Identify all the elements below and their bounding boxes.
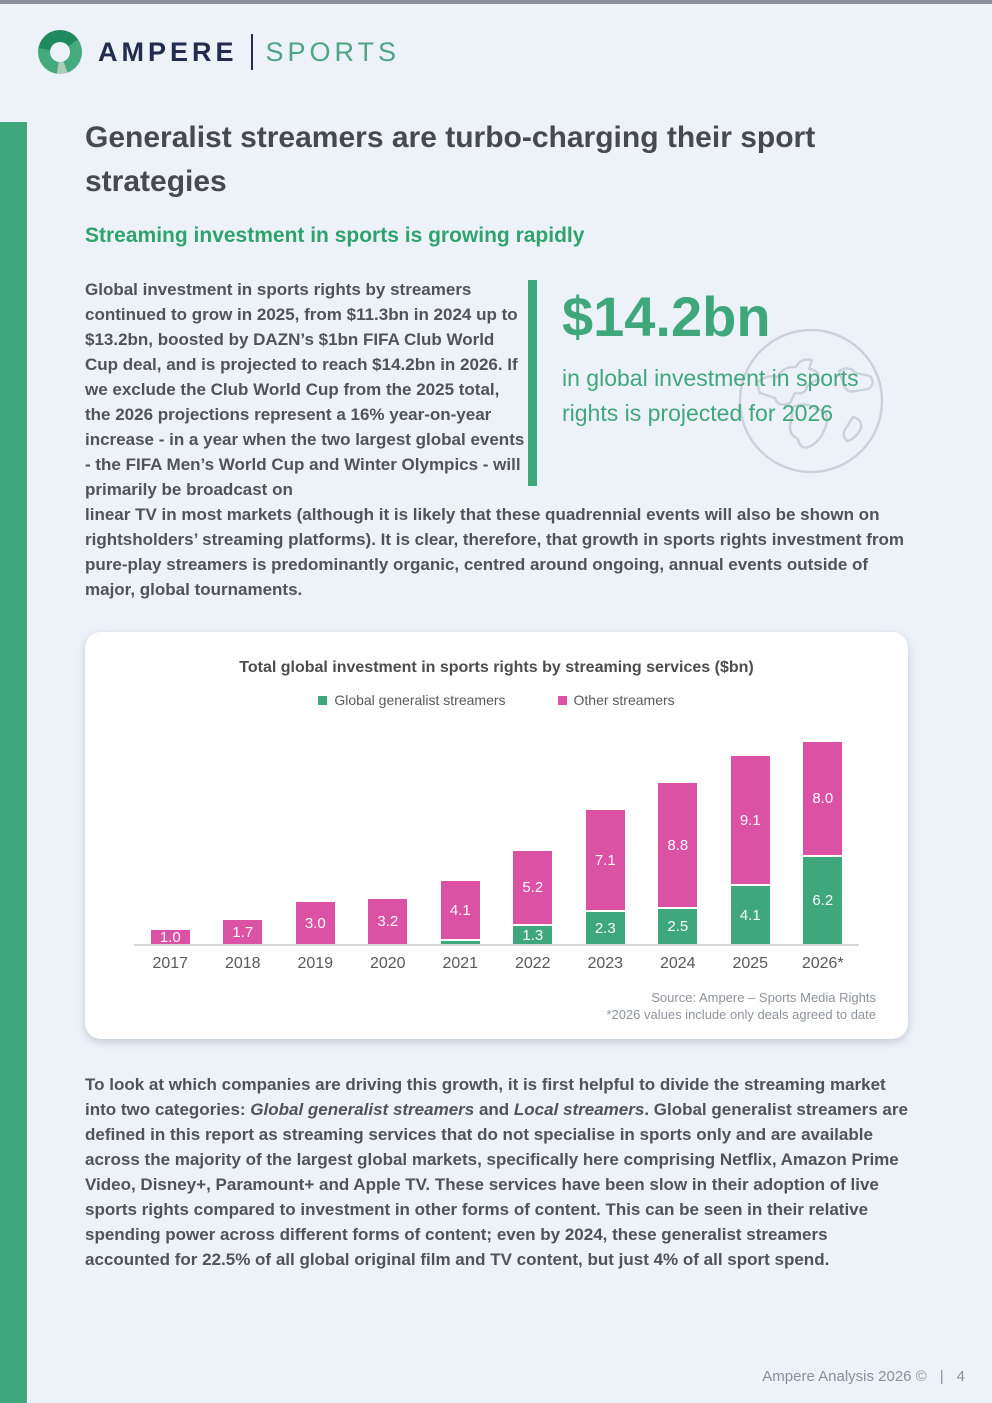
bar-segment — [731, 886, 770, 944]
closing-text-3: . Global generalist streamers are defined in this report as streaming services that do not specialise in sports only and are available across the majority of the largest global markets, specifically here comprising Netflix, Amazon Prime Video, Disney+, Paramount+ and Apple TV. These services have been slow in their adoption of live sports rights compared to investment in other forms of content. This can be seen in their relative spending power across different forms of content; even by 2024, these generalist streamers accounted for 22.5% of all global original film and TV content, but just 4% of all sport spend. — [85, 1100, 908, 1269]
left-accent-bar — [0, 122, 27, 1403]
bar-segment — [803, 857, 842, 944]
footer-page-number: 4 — [956, 1368, 965, 1385]
chart-source — [85, 989, 876, 1023]
x-axis-label: 2025 — [732, 955, 769, 972]
x-axis-label: 2019 — [297, 955, 334, 972]
intro-paragraph-continued: linear TV in most markets (although it is likely that these quadrennial events will also be shown on rightsholders’ streaming platforms). It is clear, therefore, that growth in sports rights investment from pure-play streamers is predominantly organic, centred around ongoing, annual events outside of major, global tournaments. — [85, 505, 904, 599]
x-axis-label: 2018 — [224, 955, 261, 972]
chart-title: Total global investment in sports rights by streaming services ($bn) — [239, 659, 754, 676]
bar-segment — [513, 851, 552, 924]
chart-source-line1: Source: Ampere – Sports Media Rights — [651, 990, 876, 1005]
closing-text-2: and — [474, 1100, 514, 1119]
bar-segment — [441, 941, 480, 944]
brand-divider — [251, 34, 253, 70]
x-axis-label: 2021 — [442, 955, 479, 972]
brand-name: AMPERE — [98, 36, 238, 67]
page-footer — [762, 1368, 965, 1385]
bar-value-label: 8.8 — [667, 836, 689, 854]
brand-lockup — [98, 34, 400, 70]
x-axis-label: 2022 — [514, 955, 551, 972]
bar-segment — [658, 783, 697, 907]
bar-column — [642, 783, 715, 944]
closing-text-1: To look at which companies are driving this growth, it is first helpful to divide the streaming market into two categories: — [85, 1075, 886, 1119]
bar-value-label: 1.3 — [522, 926, 544, 944]
bar-segment — [586, 810, 625, 910]
bar-column — [569, 810, 642, 944]
closing-paragraph — [85, 1072, 908, 1272]
chart-card — [85, 632, 908, 1039]
bar-segment — [513, 926, 552, 944]
bar-segment — [296, 902, 335, 944]
stat-callout — [537, 277, 908, 502]
legend-marker-green — [318, 696, 327, 705]
footer-credit: Ampere Analysis 2026 © — [762, 1368, 927, 1385]
bar-segment — [368, 899, 407, 944]
bar-value-label: 2.3 — [594, 919, 616, 937]
bar-value-label: 1.0 — [159, 928, 181, 946]
legend-label: Global generalist streamers — [334, 692, 506, 708]
x-axis-label: 2023 — [587, 955, 624, 972]
page-content — [85, 116, 908, 1272]
x-axis-label: 2024 — [659, 955, 696, 972]
bar-column — [207, 920, 280, 944]
x-axis-label: 2026* — [801, 955, 844, 972]
stat-description: in global investment in sports rights is projected for 2026 — [562, 365, 859, 426]
bar-value-label: 5.2 — [522, 879, 544, 896]
chart-plot — [134, 712, 859, 973]
page-header — [0, 4, 992, 74]
bar-segment — [658, 909, 697, 944]
bar-column — [352, 899, 425, 944]
bar-value-label: 6.2 — [812, 892, 834, 909]
bar-segment — [441, 881, 480, 939]
x-axis-label: 2020 — [369, 955, 406, 972]
stat-accent-divider — [528, 280, 537, 486]
chart-source-line2: *2026 values include only deals agreed to date — [606, 1007, 876, 1022]
closing-italic-1: Global generalist streamers — [250, 1100, 475, 1119]
chart-legend — [85, 692, 908, 708]
bar-value-label: 1.7 — [232, 923, 254, 941]
bar-column — [787, 742, 860, 944]
footer-separator: | — [939, 1368, 944, 1385]
bar-column — [714, 756, 787, 944]
legend-marker-pink — [558, 696, 567, 705]
bar-column — [134, 930, 207, 944]
chart-bars — [134, 712, 859, 946]
bar-value-label: 8.0 — [812, 790, 834, 807]
bar-column — [424, 881, 497, 944]
legend-item-generalist — [318, 692, 505, 708]
page-title: Generalist streamers are turbo-charging their sport strategies — [85, 121, 816, 198]
bar-value-label: 4.1 — [739, 906, 761, 924]
bar-value-label: 2.5 — [667, 918, 689, 935]
bar-segment — [731, 756, 770, 884]
bar-value-label: 3.0 — [304, 914, 326, 932]
bar-column — [497, 851, 570, 944]
intro-paragraph-left: Global investment in sports rights by streamers continued to grow in 2025, from $11.3bn in 2024 up to $13.2bn, boosted by DAZN’s $1bn FIFA Club World Cup deal, and is projected to reach $14.2bn in 2026. If we exclude the Club World Cup from the 2025 total, the 2026 projections represent a 16% year-on-year increase - in a year when the two largest global events - the FIFA Men’s World Cup and Winter Olympics - will primarily be broadcast on — [85, 280, 525, 499]
section-subtitle: Streaming investment in sports is growing rapidly — [85, 224, 585, 247]
brand-sub-name: SPORTS — [265, 36, 401, 67]
bar-value-label: 9.1 — [739, 811, 761, 829]
bar-segment — [803, 742, 842, 855]
bar-value-label: 3.2 — [377, 913, 399, 930]
bar-segment — [151, 930, 190, 944]
legend-item-other — [558, 692, 675, 708]
bar-value-label: 7.1 — [594, 851, 616, 869]
bar-segment — [586, 912, 625, 944]
bar-value-label: 4.1 — [449, 901, 471, 919]
intro-row — [85, 277, 908, 502]
stat-value: $14.2bn — [562, 285, 771, 348]
x-axis-label: 2017 — [152, 955, 189, 972]
closing-italic-2: Local streamers — [513, 1100, 645, 1119]
chart-x-axis — [134, 955, 859, 973]
legend-label: Other streamers — [573, 692, 675, 708]
ampere-donut-logo-icon — [38, 30, 82, 74]
bar-column — [279, 902, 352, 944]
bar-segment — [223, 920, 262, 944]
